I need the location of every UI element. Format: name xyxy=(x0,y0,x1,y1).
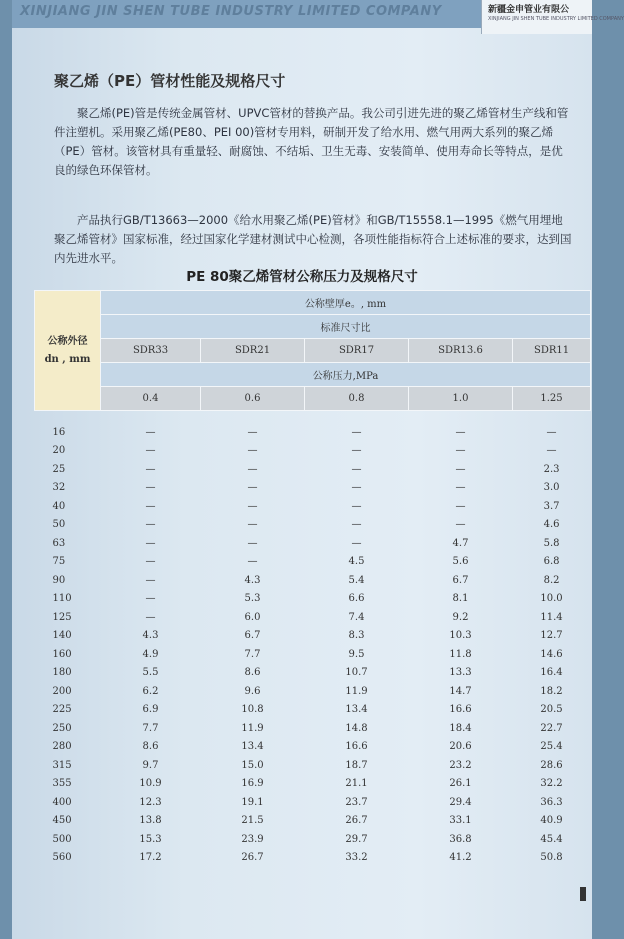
table-row xyxy=(35,645,591,664)
wall-thickness-cell: 8.3 xyxy=(348,630,365,642)
wall-thickness-cell: — xyxy=(546,426,557,438)
standards-paragraph: 产品执行GB/T13663—2000《给水用聚乙烯(PE)管材》和GB/T15558.1—1995《燃气用埋地聚乙烯管材》国家标准，经过国家化学建材测试中心检测，各项性能指标符合上述标准的要求，达到国内先进水平。 xyxy=(54,213,572,265)
table-row xyxy=(35,812,591,831)
wall-thickness-cell: 26.7 xyxy=(241,852,264,864)
wall-thickness-cell: 14.8 xyxy=(345,722,368,734)
wall-thickness-cell: 26.1 xyxy=(449,778,472,790)
outer-diameter-cell: 20 xyxy=(52,445,66,457)
wall-thickness-cell: — xyxy=(455,426,466,438)
wall-thickness-cell: 11.8 xyxy=(449,648,472,660)
wall-thickness-cell: 4.7 xyxy=(452,537,469,549)
intro-paragraph: 聚乙烯(PE)管是传统金属管材、UPVC管材的替换产品。我公司引进先进的聚乙烯管材生产线和管件注塑机。采用聚乙烯(PE80、PEI 00)管材专用料，研制开发了给水用、燃气用两大系列的聚乙烯（PE）管材。该管材具有重量轻、耐腐蚀、不结垢、卫生无毒、安装简单、使用寿命长等特点，是优良的绿色环保管材。 xyxy=(54,106,569,177)
company-name-banner: XINJIANG JIN SHEN TUBE INDUSTRY LIMITED COMPANY xyxy=(20,4,442,19)
wall-thickness-cell: — xyxy=(247,445,258,457)
wall-thickness-cell: 13.3 xyxy=(449,667,472,679)
outer-diameter-cell: 16 xyxy=(52,426,66,438)
wall-thickness-cell: 33.2 xyxy=(345,852,368,864)
wall-thickness-cell: 33.1 xyxy=(449,815,472,827)
table-row xyxy=(35,534,591,553)
spec-table xyxy=(34,290,591,867)
wall-thickness-cell: — xyxy=(455,519,466,531)
wall-thickness-cell: 2.3 xyxy=(543,463,560,475)
brochure-page xyxy=(12,0,624,939)
outer-diameter-cell: 250 xyxy=(52,722,72,734)
wall-thickness-cell: 17.2 xyxy=(139,852,162,864)
wall-thickness-cell: — xyxy=(351,537,362,549)
wall-thickness-cell: 5.4 xyxy=(348,574,365,586)
outer-diameter-cell: 280 xyxy=(52,741,72,753)
outer-diameter-cell: 450 xyxy=(52,815,72,827)
wall-thickness-cell: — xyxy=(351,445,362,457)
table-row xyxy=(35,719,591,738)
wall-thickness-cell: 3.0 xyxy=(543,482,560,494)
wall-thickness-cell: 10.9 xyxy=(139,778,162,790)
table-body xyxy=(35,411,591,868)
wall-thickness-cell: 5.8 xyxy=(543,537,560,549)
wall-thickness-cell: 7.4 xyxy=(348,611,365,623)
wall-thickness-cell: 10.3 xyxy=(449,630,472,642)
wall-thickness-cell: 5.6 xyxy=(452,556,469,568)
wall-thickness-cell: 9.5 xyxy=(348,648,365,660)
wall-thickness-cell: 4.5 xyxy=(348,556,365,568)
wall-thickness-cell: 21.5 xyxy=(241,815,264,827)
outer-diameter-header-label: 公称外径 xyxy=(47,335,88,347)
table-row xyxy=(35,553,591,572)
pressure-header: 公称压力,MPa xyxy=(101,363,591,387)
wall-thickness-cell: — xyxy=(247,482,258,494)
wall-thickness-cell: — xyxy=(351,500,362,512)
table-row xyxy=(35,682,591,701)
pressure-cell: 1.25 xyxy=(513,387,591,411)
wall-thickness-cell: 8.6 xyxy=(244,667,261,679)
wall-thickness-cell: 36.3 xyxy=(540,796,563,808)
wall-thickness-cell: 50.8 xyxy=(540,852,563,864)
wall-thickness-cell: 8.2 xyxy=(543,574,560,586)
wall-thickness-cell: — xyxy=(247,556,258,568)
outer-diameter-cell: 180 xyxy=(52,667,72,679)
logo-text-cn: 新疆金申管业有限公 xyxy=(488,5,570,15)
wall-thickness-cell: 41.2 xyxy=(449,852,472,864)
table-row xyxy=(35,423,591,442)
outer-diameter-cell: 32 xyxy=(52,482,66,494)
table-row xyxy=(35,627,591,646)
wall-thickness-cell: — xyxy=(145,519,156,531)
outer-diameter-cell: 63 xyxy=(52,537,66,549)
wall-thickness-cell: 15.0 xyxy=(241,759,264,771)
wall-thickness-cell: 32.2 xyxy=(540,778,563,790)
wall-thickness-cell: 6.7 xyxy=(452,574,469,586)
wall-thickness-cell: — xyxy=(247,426,258,438)
wall-thickness-cell: 10.0 xyxy=(540,593,563,605)
wall-thickness-cell: 4.3 xyxy=(142,630,159,642)
wall-thickness-cell: 6.8 xyxy=(543,556,560,568)
outer-diameter-cell: 110 xyxy=(52,593,72,605)
wall-thickness-cell: 18.2 xyxy=(540,685,563,697)
table-row xyxy=(35,608,591,627)
wall-thickness-cell: 8.1 xyxy=(452,593,469,605)
table-row xyxy=(35,664,591,683)
wall-thickness-cell: 11.9 xyxy=(241,722,264,734)
wall-thickness-cell: 26.7 xyxy=(345,815,368,827)
table-row xyxy=(35,849,591,868)
table-row xyxy=(35,701,591,720)
wall-thickness-cell: 28.6 xyxy=(540,759,563,771)
wall-thickness-cell: — xyxy=(145,482,156,494)
outer-diameter-header-unit: dn , mm xyxy=(44,353,91,365)
pressure-cell: 1.0 xyxy=(409,387,513,411)
wall-thickness-cell: — xyxy=(247,537,258,549)
table-row xyxy=(35,571,591,590)
table-row xyxy=(35,756,591,775)
sdr-cell: SDR21 xyxy=(201,339,305,363)
outer-diameter-cell: 25 xyxy=(52,463,66,475)
wall-thickness-cell: 3.7 xyxy=(543,500,560,512)
wall-thickness-cell: 4.6 xyxy=(543,519,560,531)
table-row xyxy=(35,775,591,794)
company-logo xyxy=(481,0,624,34)
wall-thickness-cell: 18.7 xyxy=(345,759,368,771)
outer-diameter-cell: 50 xyxy=(52,519,66,531)
table-row xyxy=(35,442,591,461)
wall-thickness-cell: 6.7 xyxy=(244,630,261,642)
wall-thickness-cell: 13.4 xyxy=(241,741,264,753)
wall-thickness-cell: — xyxy=(351,482,362,494)
wall-thickness-cell: 9.2 xyxy=(452,611,469,623)
outer-diameter-cell: 560 xyxy=(52,852,72,864)
wall-thickness-cell: 14.6 xyxy=(540,648,563,660)
wall-thickness-cell: 16.4 xyxy=(540,667,563,679)
wall-thickness-cell: 6.6 xyxy=(348,593,365,605)
wall-thickness-cell: 11.4 xyxy=(540,611,563,623)
wall-thickness-cell: 4.3 xyxy=(244,574,261,586)
outer-diameter-cell: 225 xyxy=(52,704,72,716)
wall-thickness-cell: 4.9 xyxy=(142,648,159,660)
wall-thickness-cell: — xyxy=(247,463,258,475)
wall-thickness-cell: 6.9 xyxy=(142,704,159,716)
wall-thickness-cell: 16.9 xyxy=(241,778,264,790)
wall-thickness-cell: — xyxy=(145,463,156,475)
wall-thickness-cell: 23.2 xyxy=(449,759,472,771)
table-row xyxy=(35,830,591,849)
wall-thickness-cell: — xyxy=(351,426,362,438)
wall-thickness-cell: 19.1 xyxy=(241,796,264,808)
wall-thickness-cell: 11.9 xyxy=(345,685,368,697)
wall-thickness-cell: — xyxy=(455,463,466,475)
wall-thickness-cell: 25.4 xyxy=(540,741,563,753)
wall-thickness-cell: — xyxy=(455,500,466,512)
outer-diameter-cell: 75 xyxy=(52,556,66,568)
wall-thickness-cell: 18.4 xyxy=(449,722,472,734)
wall-thickness-cell: — xyxy=(145,556,156,568)
table-row xyxy=(35,460,591,479)
sdr-cell: SDR33 xyxy=(101,339,201,363)
wall-thickness-cell: 45.4 xyxy=(540,833,563,845)
pressure-cell: 0.4 xyxy=(101,387,201,411)
wall-thickness-cell: 22.7 xyxy=(540,722,563,734)
wall-thickness-cell: 12.3 xyxy=(139,796,162,808)
wall-thickness-cell: — xyxy=(247,519,258,531)
outer-diameter-cell: 90 xyxy=(52,574,66,586)
wall-thickness-cell: 9.7 xyxy=(142,759,159,771)
wall-thickness-cell: — xyxy=(247,500,258,512)
wall-thickness-cell: 23.7 xyxy=(345,796,368,808)
wall-thickness-cell: 6.2 xyxy=(142,685,159,697)
wall-thickness-cell: — xyxy=(145,445,156,457)
section-heading: 聚乙烯（PE）管材性能及规格尺寸 xyxy=(54,72,286,90)
sdr-cell: SDR13.6 xyxy=(409,339,513,363)
outer-diameter-cell: 160 xyxy=(52,648,72,660)
table-row xyxy=(35,516,591,535)
wall-thickness-cell: 5.3 xyxy=(244,593,261,605)
table-row xyxy=(35,738,591,757)
wall-thickness-cell: — xyxy=(145,537,156,549)
wall-thickness-cell: 36.8 xyxy=(449,833,472,845)
wall-thickness-cell: — xyxy=(145,574,156,586)
outer-diameter-cell: 140 xyxy=(52,630,72,642)
wall-thickness-cell: 15.3 xyxy=(139,833,162,845)
wall-thickness-cell: — xyxy=(351,519,362,531)
outer-diameter-header xyxy=(35,291,101,411)
pressure-cell: 0.8 xyxy=(305,387,409,411)
sdr-cell: SDR17 xyxy=(305,339,409,363)
wall-thickness-cell: — xyxy=(145,426,156,438)
wall-thickness-cell: 9.6 xyxy=(244,685,261,697)
outer-diameter-cell: 40 xyxy=(52,500,66,512)
wall-thickness-cell: 16.6 xyxy=(345,741,368,753)
wall-thickness-cell: 20.5 xyxy=(540,704,563,716)
sdr-header: 标准尺寸比 xyxy=(101,315,591,339)
page-corner-mark xyxy=(580,887,586,901)
wall-thickness-cell: 20.6 xyxy=(449,741,472,753)
table-title: PE 80聚乙烯管材公称压力及规格尺寸 xyxy=(186,269,418,285)
sdr-cell: SDR11 xyxy=(513,339,591,363)
wall-thickness-cell: 7.7 xyxy=(142,722,159,734)
wall-thickness-cell: — xyxy=(145,593,156,605)
outer-diameter-cell: 355 xyxy=(52,778,72,790)
wall-thickness-header: 公称壁厚e。, mm xyxy=(101,291,591,315)
wall-thickness-cell: — xyxy=(455,445,466,457)
wall-thickness-cell: — xyxy=(145,500,156,512)
table-row xyxy=(35,479,591,498)
wall-thickness-cell: 29.7 xyxy=(345,833,368,845)
logo-text-en: XINJIANG JIN SHEN TUBE INDUSTRY LIMITED COMPANY xyxy=(488,16,624,22)
wall-thickness-cell: 16.6 xyxy=(449,704,472,716)
table-row xyxy=(35,793,591,812)
wall-thickness-cell: 7.7 xyxy=(244,648,261,660)
wall-thickness-cell: 10.7 xyxy=(345,667,368,679)
wall-thickness-cell: 29.4 xyxy=(449,796,472,808)
wall-thickness-cell: 6.0 xyxy=(244,611,261,623)
table-row xyxy=(35,497,591,516)
wall-thickness-cell: 13.8 xyxy=(139,815,162,827)
wall-thickness-cell: — xyxy=(455,482,466,494)
wall-thickness-cell: 8.6 xyxy=(142,741,159,753)
wall-thickness-cell: 23.9 xyxy=(241,833,264,845)
outer-diameter-cell: 500 xyxy=(52,833,72,845)
wall-thickness-cell: 21.1 xyxy=(345,778,368,790)
wall-thickness-cell: 14.7 xyxy=(449,685,472,697)
wall-thickness-cell: 40.9 xyxy=(540,815,563,827)
wall-thickness-cell: — xyxy=(145,611,156,623)
outer-diameter-cell: 315 xyxy=(52,759,72,771)
wall-thickness-cell: 5.5 xyxy=(142,667,159,679)
table-row xyxy=(35,590,591,609)
wall-thickness-cell: — xyxy=(351,463,362,475)
wall-thickness-cell: 10.8 xyxy=(241,704,264,716)
wall-thickness-cell: 12.7 xyxy=(540,630,563,642)
pressure-cell: 0.6 xyxy=(201,387,305,411)
outer-diameter-cell: 125 xyxy=(52,611,72,623)
outer-diameter-cell: 200 xyxy=(52,685,72,697)
wall-thickness-cell: 13.4 xyxy=(345,704,368,716)
wall-thickness-cell: — xyxy=(546,445,557,457)
outer-diameter-cell: 400 xyxy=(52,796,72,808)
